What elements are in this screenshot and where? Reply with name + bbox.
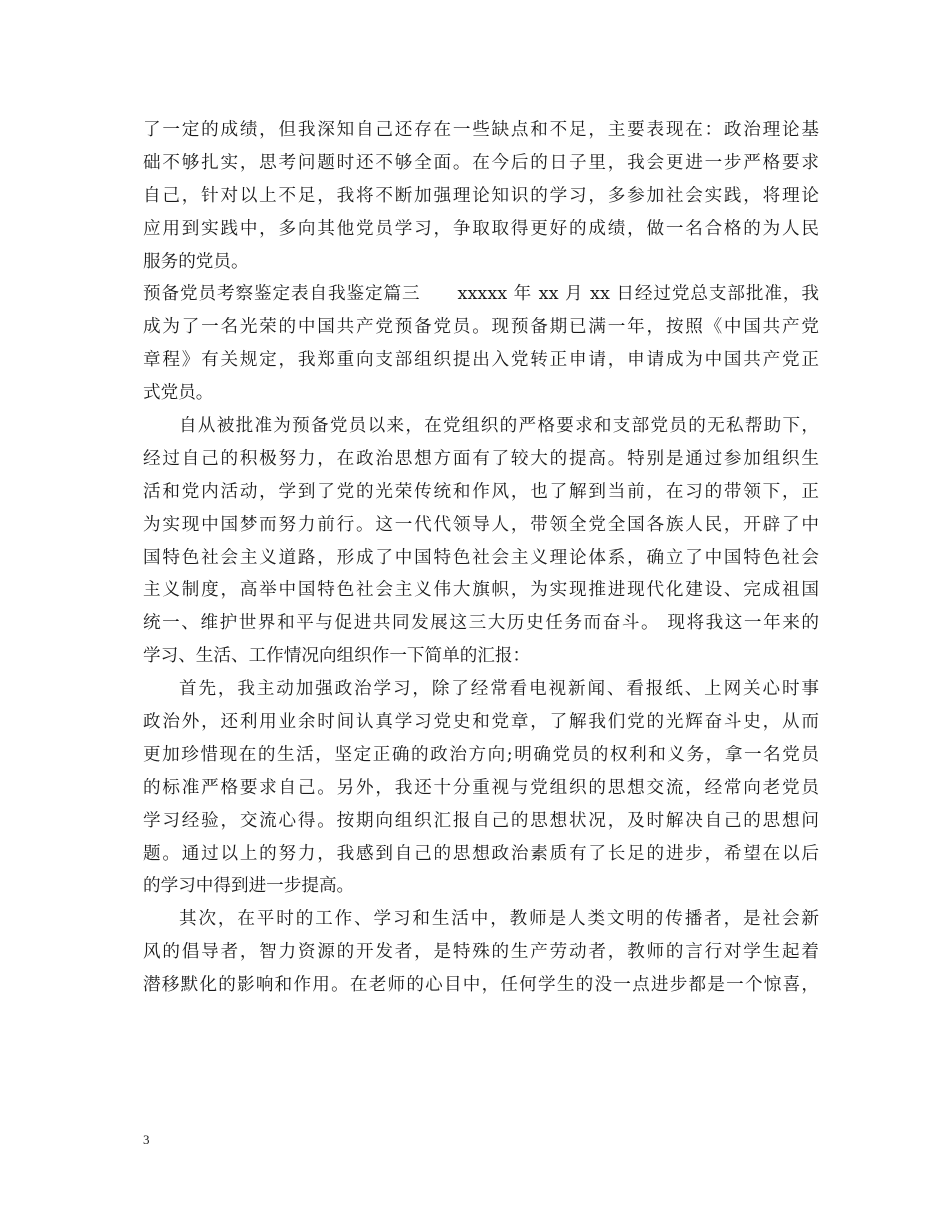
paragraph-first-line: 首先，我主动加强政治学习，除了经常看电视新闻、看报纸、上网关心时事 (179, 679, 819, 700)
paragraph-first-line: 其次，在平时的工作、学习和生活中，教师是人类文明的传播者，是社会新 (179, 909, 819, 930)
text-line: 学习经验，交流心得。按期向组织汇报自己的思想状况，及时解决自己的思想问 (143, 810, 819, 831)
text-line: 风的倡导者，智力资源的开发者，是特殊的生产劳动者，教师的言行对学生起着 (143, 942, 819, 963)
text-line: 服务的党员。 (143, 251, 249, 272)
text-line: 的学习中得到进一步提高。 (143, 876, 355, 897)
text-line: 国特色社会主义道路，形成了中国特色社会主义理论体系，确立了中国特色社会 (143, 547, 819, 568)
text-line: 的标准严格要求自己。另外，我还十分重视与党组织的思想交流，经常向老党员 (143, 777, 819, 798)
text-line: 统一、维护世界和平与促进共同发展这三大历史任务而奋斗。 现将我这一年来的 (143, 613, 819, 634)
text-line: 为实现中国梦而努力前行。这一代代领导人，带领全党全国各族人民，开辟了中 (143, 514, 819, 535)
text-line: 章程》有关规定，我郑重向支部组织提出入党转正申请，申请成为中国共产党正 (143, 350, 819, 371)
text-line: 经过自己的积极努力，在政治思想方面有了较大的提高。特别是通过参加组织生 (143, 448, 819, 469)
text-line: 题。通过以上的努力，我感到自己的思想政治素质有了长足的进步，希望在以后 (143, 843, 819, 864)
page-number: 3 (143, 1132, 150, 1147)
text-line: 活和党内活动，学到了党的光荣传统和作风，也了解到当前，在习的带领下，正 (143, 481, 819, 502)
text-line: 学习、生活、工作情况向组织作一下简单的汇报： (143, 646, 531, 667)
section-heading-line: 预备党员考察鉴定表自我鉴定篇三 xxxxx 年 xx 月 xx 日经过党总支部批准，我 (143, 284, 819, 305)
text-line: 政治外，还利用业余时间认真学习党史和党章，了解我们党的光辉奋斗史，从而 (143, 712, 819, 733)
paragraph-first-line: 自从被批准为预备党员以来，在党组织的严格要求和支部党员的无私帮助下， (179, 416, 819, 437)
text-line: 应用到实践中，多向其他党员学习，争取取得更好的成绩，做一名合格的为人民 (143, 218, 819, 239)
text-line: 潜移默化的影响和作用。在老师的心目中，任何学生的没一点进步都是一个惊喜， (143, 975, 819, 996)
document-body (143, 114, 819, 1002)
text-line: 式党员。 (143, 383, 214, 404)
text-line: 成为了一名光荣的中国共产党预备党员。现预备期已满一年，按照《中国共产党 (143, 317, 819, 338)
text-line: 础不够扎实，思考问题时还不够全面。在今后的日子里，我会更进一步严格要求 (143, 152, 819, 173)
text-line: 更加珍惜现在的生活，坚定正确的政治方向;明确党员的权利和义务，拿一名党员 (143, 744, 819, 765)
text-line: 主义制度，高举中国特色社会主义伟大旗帜，为实现推进现代化建设、完成祖国 (143, 580, 819, 601)
text-line: 了一定的成绩，但我深知自己还存在一些缺点和不足，主要表现在：政治理论基 (143, 120, 819, 140)
text-line: 自己，针对以上不足，我将不断加强理论知识的学习，多参加社会实践，将理论 (143, 185, 819, 206)
